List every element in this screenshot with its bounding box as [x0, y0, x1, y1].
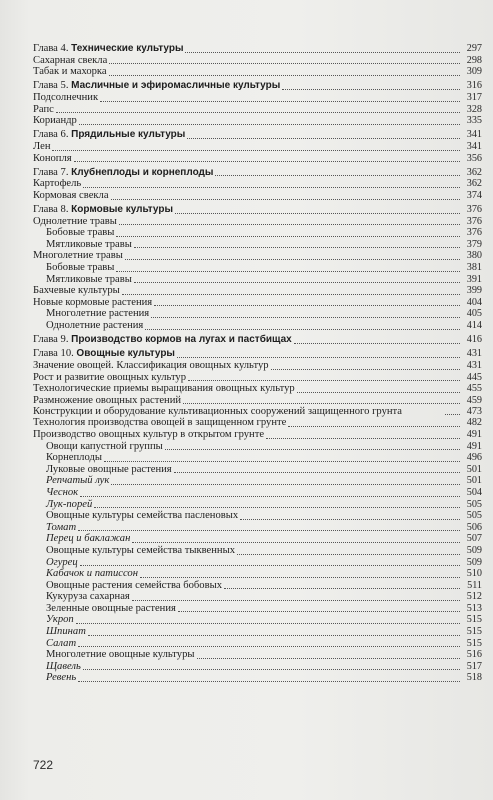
toc-entry-row — [33, 464, 482, 476]
dot-leader — [174, 464, 460, 473]
toc-page-number: 376 — [466, 204, 482, 216]
dot-leader — [83, 179, 460, 188]
toc-entry-row — [33, 360, 482, 372]
toc-entry-row — [33, 672, 482, 684]
toc-page-number: 376 — [466, 227, 482, 239]
toc-entry-row — [33, 441, 482, 453]
toc-page-number: 341 — [466, 129, 482, 141]
toc-entry-row — [33, 661, 482, 673]
dot-leader — [78, 638, 460, 647]
dot-leader — [237, 546, 460, 555]
toc-entry-row — [33, 239, 482, 251]
chapter-title: Производство кормов на лугах и пастбищах — [71, 334, 292, 346]
toc-page-number: 512 — [466, 591, 482, 603]
chapter-title: Масличные и эфиромасличные культуры — [71, 80, 281, 92]
toc-entry-title: Бобовые травы — [46, 227, 115, 239]
toc-page-number: 515 — [466, 637, 482, 649]
dot-leader — [122, 286, 460, 295]
dot-leader — [132, 592, 460, 601]
toc-entry-title: Овощные культуры семейства тыквенных — [46, 544, 236, 556]
toc-entry-title: Томат — [46, 521, 77, 533]
toc-page-number: 379 — [466, 238, 482, 250]
toc-entry-row — [33, 522, 482, 534]
toc-page-number: 482 — [466, 417, 482, 429]
toc-page-number: 507 — [466, 533, 482, 545]
toc-entry-row — [33, 580, 482, 592]
toc-chapter-row — [33, 80, 482, 92]
toc-entry-title: Мятликовые травы — [46, 273, 132, 285]
toc-entry-title: Технология производства овощей в защищенном грунте — [33, 417, 287, 429]
toc-entry-row — [33, 190, 482, 202]
toc-entry-row — [33, 591, 482, 603]
dot-leader — [56, 104, 460, 113]
toc-entry-row — [33, 66, 482, 78]
toc-entry-title — [33, 334, 292, 346]
dot-leader — [445, 406, 460, 415]
toc-entry-title: Конопля — [33, 152, 72, 164]
toc-entry-title: Рапс — [33, 103, 54, 115]
dot-leader — [151, 309, 460, 318]
dot-leader — [76, 615, 460, 624]
dot-leader — [288, 418, 460, 427]
toc-page-number: 445 — [466, 371, 482, 383]
toc-entry-row — [33, 614, 482, 626]
toc-entry-row — [33, 320, 482, 332]
toc-entry-title: Лен — [33, 140, 51, 152]
toc-page-number: 516 — [466, 649, 482, 661]
toc-page-number: 505 — [466, 498, 482, 510]
toc-entry-row — [33, 285, 482, 297]
toc-page-number: 509 — [466, 556, 482, 568]
toc-page-number: 391 — [466, 273, 482, 285]
toc-entry-row — [33, 395, 482, 407]
toc-page-number: 506 — [466, 521, 482, 533]
toc-entry-title: Однолетние растения — [46, 320, 144, 332]
toc-entry-title: Щавель — [46, 660, 81, 672]
dot-leader — [109, 67, 460, 76]
toc-entry-title — [33, 167, 213, 179]
dot-leader — [119, 216, 460, 225]
dot-leader — [271, 361, 460, 370]
toc-entry-row — [33, 406, 482, 417]
toc-page-number: 491 — [466, 440, 482, 452]
toc-page-number: 473 — [466, 406, 482, 418]
toc-entry-title: Рост и развитие овощных культур — [33, 371, 187, 383]
toc-entry-row — [33, 262, 482, 274]
toc-entry-row — [33, 533, 482, 545]
toc-entry-row — [33, 274, 482, 286]
toc-entry-row — [33, 55, 482, 67]
toc-entry-title: Бобовые травы — [46, 262, 115, 274]
dot-leader — [175, 205, 460, 214]
dot-leader — [125, 251, 460, 260]
dot-leader — [188, 372, 460, 381]
toc-entry-title: Зеленные овощные растения — [46, 602, 176, 614]
toc-page-number: 356 — [466, 152, 482, 164]
toc-page-number: 455 — [466, 383, 482, 395]
toc-entry-title: Бахчевые культуры — [33, 285, 120, 297]
toc-entry-title: Чеснок — [46, 486, 79, 498]
dot-leader — [52, 142, 460, 151]
toc-entry-row — [33, 92, 482, 104]
toc-page-number: 515 — [466, 626, 482, 638]
chapter-title: Технические культуры — [71, 43, 184, 54]
toc-entry-title: Картофель — [33, 178, 82, 190]
toc-entry-title: Кормовая свекла — [33, 189, 109, 201]
dot-leader — [165, 441, 460, 450]
dot-leader — [240, 511, 460, 520]
dot-leader — [154, 297, 460, 306]
toc-entry-title — [33, 204, 173, 216]
dot-leader — [183, 395, 460, 404]
dot-leader — [266, 430, 460, 439]
toc-entry-row — [33, 141, 482, 153]
toc-entry-row — [33, 104, 482, 116]
toc-entry-title: Овощные культуры семейства пасленовых — [46, 510, 239, 522]
chapter-number: Глава 4. — [33, 43, 72, 54]
toc-chapter-row — [33, 129, 482, 141]
dot-leader — [134, 239, 460, 248]
dot-leader — [140, 569, 460, 578]
dot-leader — [177, 349, 460, 358]
toc-page-number: 431 — [466, 360, 482, 371]
toc-page-number: 341 — [466, 140, 482, 152]
dot-leader — [88, 627, 460, 636]
toc-page-number: 501 — [466, 463, 482, 475]
toc-entry-row — [33, 216, 482, 228]
toc-entry-title — [33, 43, 183, 55]
dot-leader — [83, 661, 460, 670]
dot-leader — [224, 580, 460, 589]
toc-entry-title — [33, 129, 185, 141]
toc-page-number: 509 — [466, 544, 482, 556]
toc-entry-title: Перец и баклажан — [46, 533, 131, 545]
toc-page-number: 328 — [466, 103, 482, 115]
chapter-number: Глава 8. — [33, 204, 72, 216]
toc-entry-row — [33, 429, 482, 441]
dot-leader — [78, 522, 460, 531]
toc-entry-title: Лук-порей — [46, 498, 93, 510]
dot-leader — [111, 476, 460, 485]
toc-page-number: 399 — [466, 285, 482, 297]
toc-page-number: 416 — [466, 334, 482, 346]
dot-leader — [185, 44, 460, 53]
toc-entry-row — [33, 487, 482, 499]
page-number: 722 — [33, 758, 54, 772]
toc-page-number: 362 — [466, 178, 482, 190]
toc-entry-title: Кукуруза сахарная — [46, 591, 130, 603]
dot-leader — [197, 650, 461, 659]
chapter-title: Клубнеплоды и корнеплоды — [71, 166, 214, 178]
dot-leader — [134, 274, 460, 283]
toc-entry-title: Мятликовые травы — [46, 238, 132, 250]
chapter-title: Прядильные культуры — [71, 129, 186, 141]
toc-entry-title: Многолетние травы — [33, 250, 123, 262]
toc-entry-row — [33, 649, 482, 661]
toc-page-number: 316 — [466, 80, 482, 92]
toc-entry-row — [33, 372, 482, 384]
toc-entry-row — [33, 250, 482, 262]
toc-page-number: 431 — [466, 348, 482, 360]
toc-page-number: 405 — [466, 308, 482, 320]
toc-page-number: 380 — [466, 250, 482, 262]
toc-page-number: 517 — [466, 660, 482, 672]
toc-entry-title: Шпинат — [46, 626, 86, 638]
toc-entry-row — [33, 568, 482, 580]
dot-leader — [297, 384, 460, 393]
toc-page-number: 510 — [466, 568, 482, 580]
toc-chapter-row — [33, 348, 482, 360]
toc-page-number: 317 — [466, 91, 482, 103]
toc-entry-row — [33, 626, 482, 638]
toc-entry-title: Луковые овощные растения — [46, 463, 172, 475]
dot-leader — [282, 81, 460, 90]
toc-chapter-row — [33, 334, 482, 346]
toc-page-number: 381 — [466, 262, 482, 274]
toc-page-number: 491 — [466, 428, 482, 440]
dot-leader — [109, 55, 460, 64]
chapter-title: Кормовые культуры — [71, 204, 173, 216]
dot-leader — [145, 321, 460, 330]
toc-entry-row — [33, 638, 482, 650]
toc-entry-row — [33, 417, 482, 429]
toc-entry-title: Кабачок и патиссон — [46, 568, 138, 580]
toc-entry-title: Огурец — [46, 556, 78, 568]
toc-entry-title: Овощи капустной группы — [46, 440, 163, 452]
dot-leader — [116, 263, 460, 272]
toc-page-number: 501 — [466, 475, 482, 487]
toc-page-number: 404 — [466, 296, 482, 308]
toc-entry-row — [33, 297, 482, 309]
dot-leader — [178, 603, 460, 612]
toc-entry-title: Значение овощей. Классификация овощных культур — [33, 360, 269, 371]
toc-entry-title: Однолетние травы — [33, 215, 117, 227]
toc-page-number: 374 — [466, 189, 482, 201]
toc-page-number: 376 — [466, 215, 482, 227]
dot-leader — [74, 153, 460, 162]
toc-entry-title: Корнеплоды — [46, 452, 102, 464]
toc-entry-title: Ревень — [46, 672, 77, 684]
dot-leader — [104, 453, 460, 462]
dot-leader — [79, 116, 460, 125]
toc-entry-row — [33, 308, 482, 320]
toc-page-number: 362 — [466, 166, 482, 178]
chapter-number: Глава 7. — [33, 166, 72, 178]
toc-page-number: 297 — [466, 43, 482, 54]
dot-leader — [294, 335, 460, 344]
toc-entry-title: Размножение овощных растений — [33, 394, 182, 406]
table-of-contents — [33, 43, 482, 684]
dot-leader — [100, 93, 460, 102]
chapter-number: Глава 5. — [33, 80, 72, 92]
toc-entry-title — [33, 80, 280, 92]
toc-page-number: 414 — [466, 320, 482, 332]
toc-entry-title: Подсолнечник — [33, 91, 99, 103]
toc-entry-row — [33, 115, 482, 127]
toc-page-number: 459 — [466, 394, 482, 406]
toc-entry-row — [33, 545, 482, 557]
toc-entry-title: Многолетние растения — [46, 308, 150, 320]
toc-entry-title — [33, 348, 175, 360]
toc-chapter-row — [33, 43, 482, 55]
toc-entry-title: Кориандр — [33, 115, 77, 127]
toc-page-number: 309 — [466, 66, 482, 78]
dot-leader — [111, 191, 460, 200]
toc-entry-row — [33, 227, 482, 239]
toc-entry-title: Сахарная свекла — [33, 54, 108, 66]
toc-entry-row — [33, 452, 482, 464]
toc-chapter-row — [33, 167, 482, 179]
toc-entry-row — [33, 153, 482, 165]
toc-entry-row — [33, 510, 482, 522]
toc-entry-title: Производство овощных культур в открытом грунте — [33, 428, 265, 440]
toc-page-number: 518 — [466, 672, 482, 684]
toc-page-number: 335 — [466, 115, 482, 127]
toc-entry-title: Конструкции и оборудование культивационных сооружений защищенного грунта — [33, 406, 403, 418]
toc-entry-title: Укроп — [46, 614, 74, 626]
dot-leader — [80, 488, 460, 497]
dot-leader — [187, 130, 460, 139]
toc-page-number: 513 — [466, 602, 482, 614]
dot-leader — [132, 534, 460, 543]
toc-page-number: 496 — [466, 452, 482, 464]
toc-entry-title: Многолетние овощные культуры — [46, 649, 195, 661]
toc-entry-title: Новые кормовые растения — [33, 296, 153, 308]
dot-leader — [215, 167, 460, 176]
toc-entry-row — [33, 557, 482, 569]
toc-entry-row — [33, 499, 482, 511]
chapter-number: Глава 9. — [33, 334, 72, 346]
toc-page-number: 505 — [466, 510, 482, 522]
toc-chapter-row — [33, 204, 482, 216]
chapter-number: Глава 10. — [33, 348, 77, 360]
toc-entry-title: Салат — [46, 637, 77, 649]
toc-page-number: 298 — [466, 54, 482, 66]
chapter-number: Глава 6. — [33, 129, 72, 141]
toc-entry-title: Овощные растения семейства бобовых — [46, 579, 223, 591]
toc-entry-row — [33, 383, 482, 395]
chapter-title: Овощные культуры — [76, 348, 175, 360]
toc-entry-title: Репчатый лук — [46, 475, 110, 487]
dot-leader — [94, 499, 460, 508]
toc-entry-title: Технологические приемы выращивания овощных культур — [33, 383, 295, 395]
toc-page-number: 515 — [466, 614, 482, 626]
toc-page-number: 511 — [467, 579, 482, 591]
dot-leader — [116, 228, 460, 237]
toc-entry-row — [33, 475, 482, 487]
toc-entry-title: Табак и махорка — [33, 66, 107, 78]
dot-leader — [78, 673, 460, 682]
toc-entry-row — [33, 603, 482, 615]
dot-leader — [80, 557, 460, 566]
toc-page-number: 504 — [466, 486, 482, 498]
toc-entry-row — [33, 178, 482, 190]
